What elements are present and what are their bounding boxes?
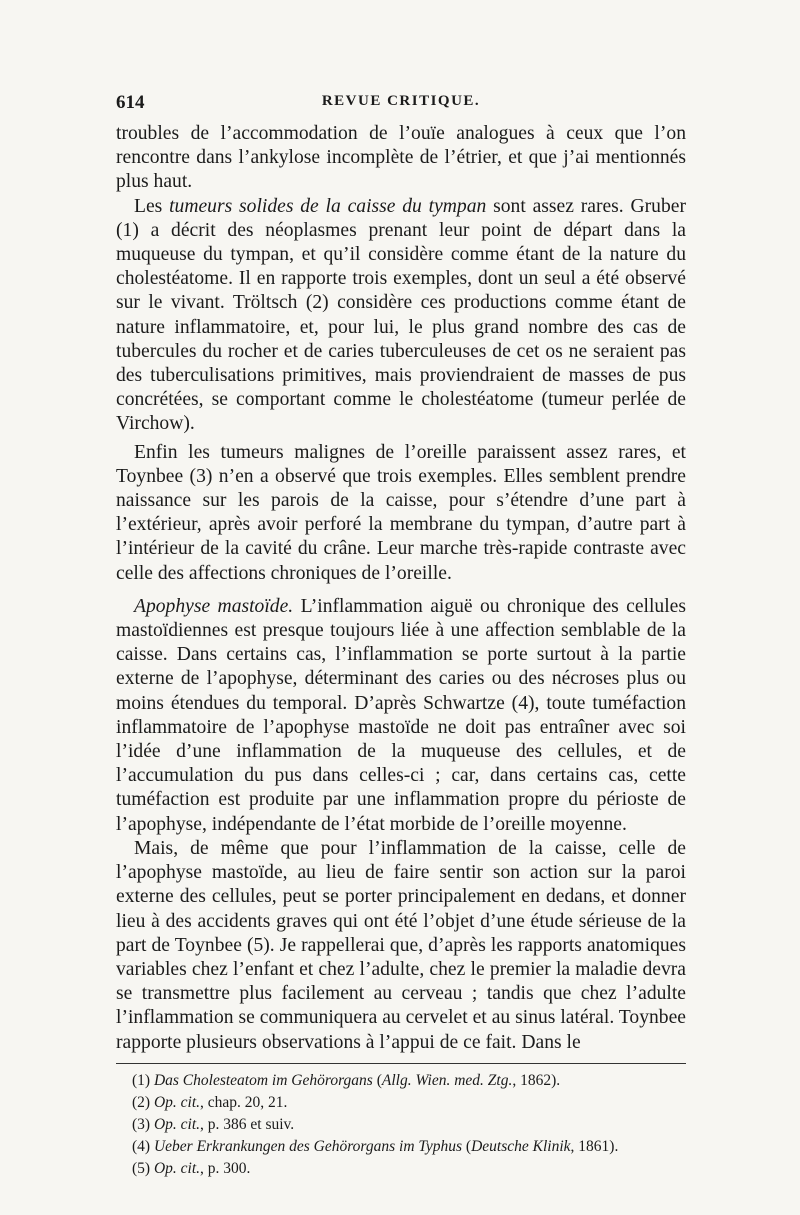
text-run: (1): [132, 1071, 154, 1089]
text-run: (: [462, 1137, 472, 1155]
italic-text: Das Cholesteatom im Gehörorgans: [153, 1071, 373, 1089]
page-header: [116, 92, 686, 122]
italic-text: Ueber Erkrankungen des Gehörorgans im Typhus: [153, 1137, 463, 1155]
text-run: , p. 386 et suiv.: [200, 1115, 295, 1133]
paragraph: [116, 441, 686, 586]
text-run: troubles de l’accommodation de l’ouïe analogues à ceux que l’on rencontre dans l’ankylose incomplète de l’étrier, et que j’ai mentionnés plus haut.: [116, 123, 686, 193]
italic-text: Allg. Wien. med. Ztg.: [381, 1071, 513, 1089]
text-run: Enfin les tumeurs malignes de l’oreille paraissent assez rares, et Toynbee (3) n’en a observé que trois exemples. Elles semblent prendre naissance sur les parois de la caisse, pour s’étendre d’une part à l’extérieur, après avoir perforé la membrane du tympan, d’autre part à l’intérieur de la cavité du crâne. Leur marche très-rapide contraste avec celle des affections chroniques de l’oreille.: [116, 441, 686, 584]
footnote: [116, 1136, 686, 1158]
footnote: [116, 1114, 686, 1136]
text-run: L’inflammation aiguë ou chronique des cellules mastoïdiennes est presque toujours liée à une affection semblable de la caisse. Dans certains cas, l’inflammation se porte surtout à la partie externe de l’apophyse, déterminant des caries ou des nécroses plus ou moins étendues du temporal. D’après Schwartze (4), toute tuméfaction inflammatoire de l’apophyse mastoïde ne doit pas entraîner avec soi l’idée d’une inflammation de la muqueuse des cellules, et de l’accumulation du pus dans celles-ci ; car, dans certains cas, cette tuméfaction est produite par une inflammation propre du périoste de l’apophyse, indépendante de l’état morbide de l’oreille moyenne.: [116, 595, 686, 835]
page-number: 614: [116, 92, 145, 113]
text-run: Les: [134, 195, 170, 217]
paragraph: [116, 195, 686, 437]
text-run: , 1862).: [512, 1071, 561, 1089]
footnotes: [116, 1070, 686, 1180]
italic-text: tumeurs solides de la caisse du tympan: [169, 195, 487, 217]
text-run: , chap. 20, 21.: [200, 1093, 288, 1111]
italic-text: Op. cit.: [153, 1159, 201, 1177]
paragraph: [116, 837, 686, 1055]
text-run: , 1861).: [570, 1137, 619, 1155]
text-run: (: [372, 1071, 382, 1089]
footnote-separator: [116, 1063, 686, 1064]
italic-text: Op. cit.: [153, 1115, 201, 1133]
paragraph: [116, 122, 686, 195]
page: [116, 92, 686, 1180]
text-run: , p. 300.: [200, 1159, 251, 1177]
footnote: [116, 1158, 686, 1180]
italic-text: Deutsche Klinik: [471, 1137, 571, 1155]
paragraph: [116, 595, 686, 837]
italic-text: Apophyse mastoïde.: [134, 595, 294, 617]
text-run: (4): [132, 1137, 154, 1155]
running-title: REVUE CRITIQUE.: [321, 93, 481, 109]
text-run: Mais, de même que pour l’inflammation de la caisse, celle de l’apophyse mastoïde, au lieu de faire sentir son action sur la paroi externe des cellules, peut se porter principalement en dedans, et donner lieu à des accidents graves qui ont été l’objet d’une étude sérieuse de la part de Toynbee (5). Je rappellerai que, d’après les rapports anatomiques variables chez l’enfant et chez l’adulte, chez le premier la maladie devra se transmettre plus facilement au cerveau ; tandis que chez l’adulte l’inflammation se communiquera au cervelet et au sinus latéral. Toynbee rapporte plusieurs observations à l’appui de ce fait. Dans le: [116, 837, 686, 1053]
body-text: [116, 122, 686, 1055]
text-run: sont assez rares. Gruber (1) a décrit des néoplasmes prenant leur point de départ dans la muqueuse du tympan, et qu’il considère comme étant de la nature du cholestéatome. Il en rapporte trois exemples, dont un seul a été observé sur le vivant. Tröltsch (2) considère ces productions comme étant de nature inflammatoire, et, pour lui, le plus grand nombre des cas de tubercules du rocher et de caries tuberculeuses de cet os ne seraient pas des tuberculisations primitives, mais proviendraient de masses de pus concrétées, se comportant comme le cholestéatome (tumeur perlée de Virchow).: [116, 195, 686, 435]
text-run: (2): [132, 1093, 154, 1111]
italic-text: Op. cit.: [153, 1093, 201, 1111]
text-run: (5): [132, 1159, 154, 1177]
footnote: [116, 1092, 686, 1114]
text-run: (3): [132, 1115, 154, 1133]
footnote: [116, 1070, 686, 1092]
